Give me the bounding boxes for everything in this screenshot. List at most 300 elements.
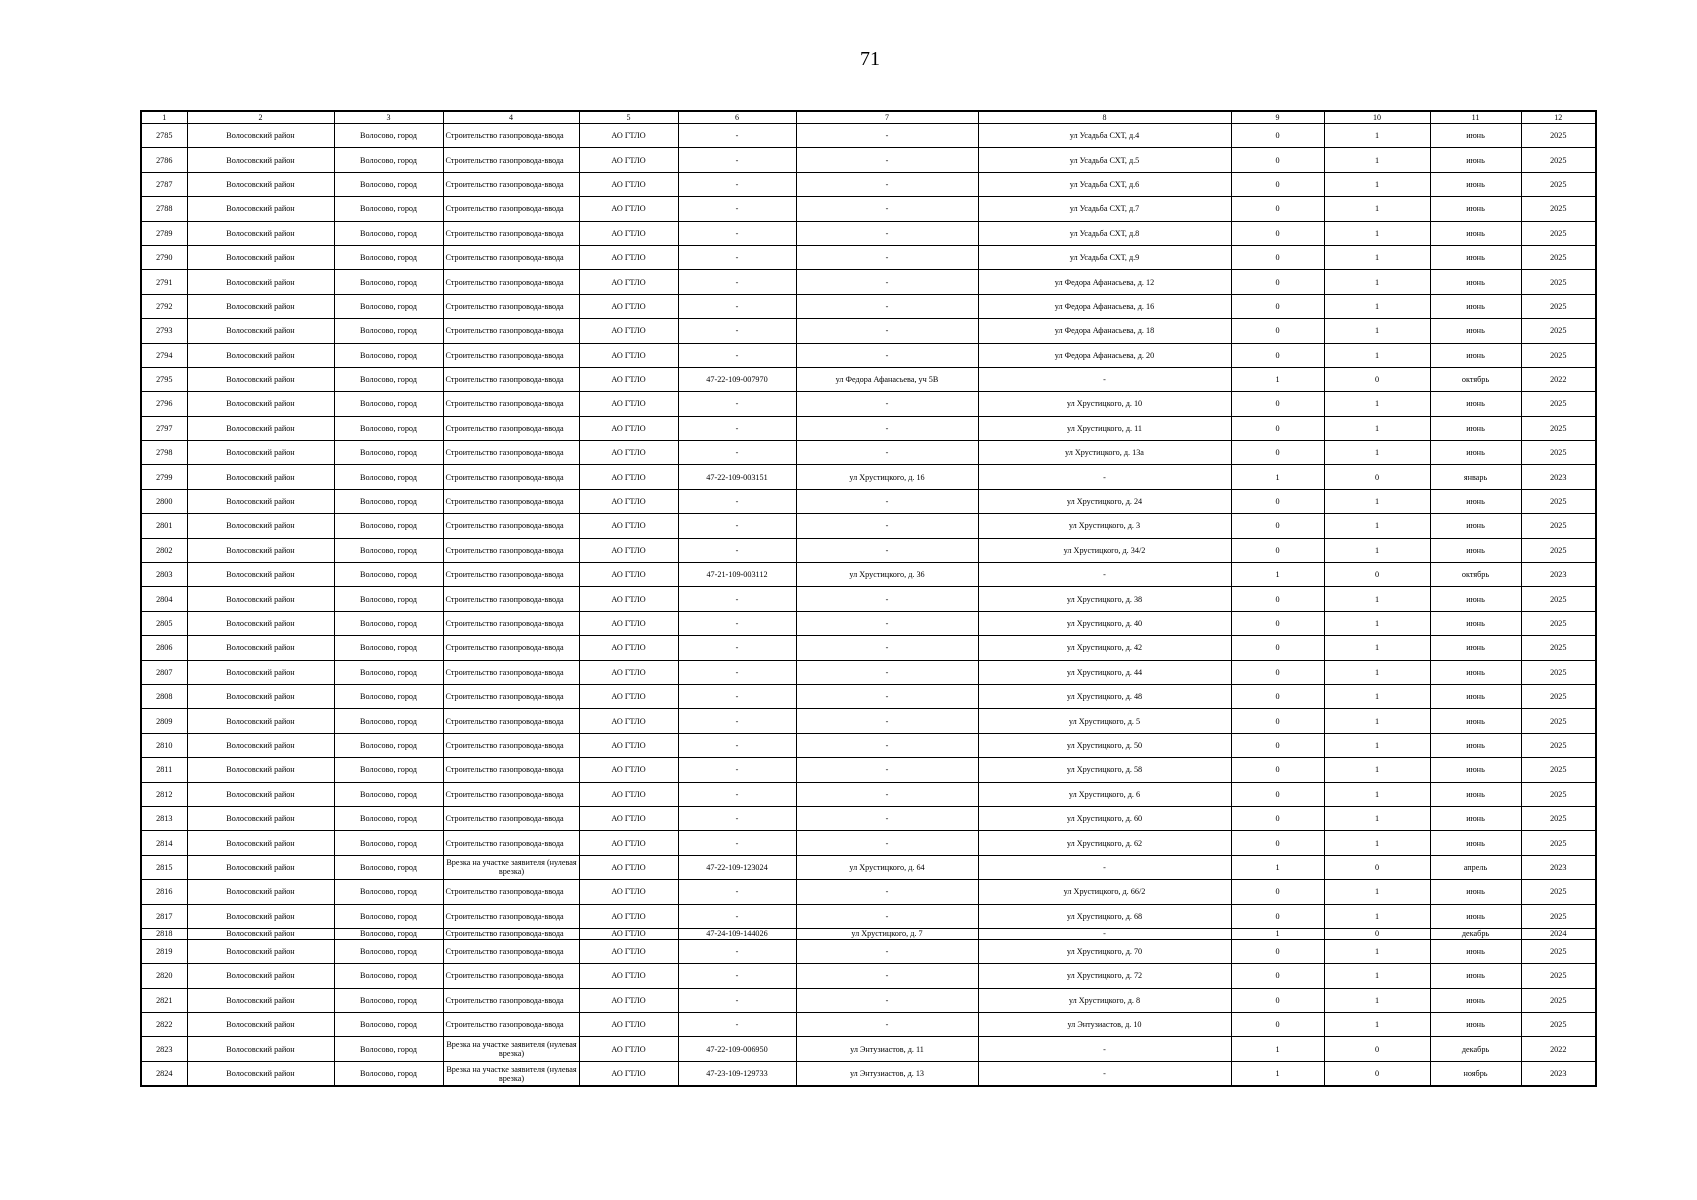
month-cell: июнь xyxy=(1430,880,1521,904)
district-cell: Волосовский район xyxy=(187,806,334,830)
count-col9-cell: 0 xyxy=(1231,684,1324,708)
settlement-cell: Волосово, город xyxy=(334,939,443,963)
month-cell: июнь xyxy=(1430,197,1521,221)
month-cell: июнь xyxy=(1430,514,1521,538)
row-number-cell: 2824 xyxy=(141,1061,187,1086)
district-cell: Волосовский район xyxy=(187,709,334,733)
row-number-cell: 2807 xyxy=(141,660,187,684)
applicant-address-cell: - xyxy=(796,319,978,343)
application-number-cell: - xyxy=(678,270,796,294)
applicant-address-cell: - xyxy=(796,611,978,635)
object-address-cell: - xyxy=(978,855,1231,879)
table-row xyxy=(141,489,1596,513)
settlement-cell: Волосово, город xyxy=(334,611,443,635)
table-row xyxy=(141,563,1596,587)
count-col9-cell: 0 xyxy=(1231,611,1324,635)
row-number-cell: 2822 xyxy=(141,1013,187,1037)
table-row xyxy=(141,831,1596,855)
count-col9-cell: 0 xyxy=(1231,733,1324,757)
organization-cell: АО ГТЛО xyxy=(579,270,678,294)
count-col10-cell: 1 xyxy=(1324,988,1430,1012)
year-cell: 2025 xyxy=(1521,964,1596,988)
count-col9-cell: 1 xyxy=(1231,855,1324,879)
month-cell: июнь xyxy=(1430,709,1521,733)
district-cell: Волосовский район xyxy=(187,855,334,879)
table-row xyxy=(141,733,1596,757)
object-address-cell: ул Хрустицкого, д. 58 xyxy=(978,758,1231,782)
year-cell: 2025 xyxy=(1521,660,1596,684)
count-col9-cell: 0 xyxy=(1231,904,1324,928)
organization-cell: АО ГТЛО xyxy=(579,172,678,196)
application-number-cell: 47-24-109-144026 xyxy=(678,928,796,939)
year-cell: 2025 xyxy=(1521,416,1596,440)
row-number-cell: 2820 xyxy=(141,964,187,988)
count-col10-cell: 1 xyxy=(1324,880,1430,904)
month-cell: июнь xyxy=(1430,319,1521,343)
month-cell: июнь xyxy=(1430,611,1521,635)
month-cell: июнь xyxy=(1430,636,1521,660)
page-number: 71 xyxy=(860,48,880,70)
application-number-cell: - xyxy=(678,709,796,733)
applicant-address-cell: - xyxy=(796,172,978,196)
applicant-address-cell: - xyxy=(796,660,978,684)
count-col10-cell: 1 xyxy=(1324,782,1430,806)
row-number-cell: 2800 xyxy=(141,489,187,513)
year-cell: 2022 xyxy=(1521,367,1596,391)
settlement-cell: Волосово, город xyxy=(334,684,443,708)
work-type-cell: Строительство газопровода-ввода xyxy=(443,782,579,806)
table-row xyxy=(141,758,1596,782)
table-row xyxy=(141,964,1596,988)
month-cell: апрель xyxy=(1430,855,1521,879)
table-body xyxy=(141,111,1596,1086)
count-col9-cell: 0 xyxy=(1231,245,1324,269)
table-row xyxy=(141,806,1596,830)
table-row xyxy=(141,124,1596,148)
district-cell: Волосовский район xyxy=(187,367,334,391)
applicant-address-cell: - xyxy=(796,587,978,611)
applicant-address-cell: - xyxy=(796,709,978,733)
month-cell: июнь xyxy=(1430,245,1521,269)
count-col9-cell: 0 xyxy=(1231,806,1324,830)
object-address-cell: ул Усадьба СХТ, д.4 xyxy=(978,124,1231,148)
table-row xyxy=(141,514,1596,538)
settlement-cell: Волосово, город xyxy=(334,806,443,830)
application-number-cell: - xyxy=(678,636,796,660)
district-cell: Волосовский район xyxy=(187,1037,334,1061)
month-cell: июнь xyxy=(1430,733,1521,757)
month-cell: июнь xyxy=(1430,964,1521,988)
count-col9-cell: 0 xyxy=(1231,221,1324,245)
year-cell: 2025 xyxy=(1521,831,1596,855)
applicant-address-cell: - xyxy=(796,416,978,440)
applicant-address-cell: ул Федора Афанасьева, уч 5В xyxy=(796,367,978,391)
settlement-cell: Волосово, город xyxy=(334,172,443,196)
count-col10-cell: 1 xyxy=(1324,319,1430,343)
year-cell: 2025 xyxy=(1521,636,1596,660)
count-col9-cell: 1 xyxy=(1231,928,1324,939)
organization-cell: АО ГТЛО xyxy=(579,928,678,939)
row-number-cell: 2789 xyxy=(141,221,187,245)
district-cell: Волосовский район xyxy=(187,1061,334,1086)
month-cell: октябрь xyxy=(1430,367,1521,391)
organization-cell: АО ГТЛО xyxy=(579,563,678,587)
count-col9-cell: 0 xyxy=(1231,660,1324,684)
month-cell: июнь xyxy=(1430,538,1521,562)
object-address-cell: ул Хрустицкого, д. 38 xyxy=(978,587,1231,611)
year-cell: 2022 xyxy=(1521,1037,1596,1061)
work-type-cell: Строительство газопровода-ввода xyxy=(443,709,579,733)
settlement-cell: Волосово, город xyxy=(334,904,443,928)
row-number-cell: 2794 xyxy=(141,343,187,367)
district-cell: Волосовский район xyxy=(187,392,334,416)
application-number-cell: 47-22-109-003151 xyxy=(678,465,796,489)
applicant-address-cell: - xyxy=(796,733,978,757)
work-type-cell: Строительство газопровода-ввода xyxy=(443,245,579,269)
count-col10-cell: 1 xyxy=(1324,611,1430,635)
work-type-cell: Строительство газопровода-ввода xyxy=(443,611,579,635)
applicant-address-cell: - xyxy=(796,197,978,221)
application-number-cell: - xyxy=(678,343,796,367)
year-cell: 2025 xyxy=(1521,904,1596,928)
year-cell: 2025 xyxy=(1521,197,1596,221)
settlement-cell: Волосово, город xyxy=(334,660,443,684)
column-header: 7 xyxy=(796,111,978,124)
row-number-cell: 2799 xyxy=(141,465,187,489)
applicant-address-cell: - xyxy=(796,758,978,782)
settlement-cell: Волосово, город xyxy=(334,855,443,879)
settlement-cell: Волосово, город xyxy=(334,988,443,1012)
year-cell: 2025 xyxy=(1521,684,1596,708)
work-type-cell: Строительство газопровода-ввода xyxy=(443,172,579,196)
count-col10-cell: 1 xyxy=(1324,148,1430,172)
application-number-cell: - xyxy=(678,831,796,855)
application-number-cell: - xyxy=(678,782,796,806)
application-number-cell: - xyxy=(678,684,796,708)
district-cell: Волосовский район xyxy=(187,148,334,172)
organization-cell: АО ГТЛО xyxy=(579,148,678,172)
row-number-cell: 2813 xyxy=(141,806,187,830)
work-type-cell: Строительство газопровода-ввода xyxy=(443,563,579,587)
settlement-cell: Волосово, город xyxy=(334,148,443,172)
count-col9-cell: 1 xyxy=(1231,465,1324,489)
settlement-cell: Волосово, город xyxy=(334,124,443,148)
table-row xyxy=(141,294,1596,318)
object-address-cell: ул Хрустицкого, д. 34/2 xyxy=(978,538,1231,562)
object-address-cell: ул Хрустицкого, д. 66/2 xyxy=(978,880,1231,904)
work-type-cell: Строительство газопровода-ввода xyxy=(443,319,579,343)
organization-cell: АО ГТЛО xyxy=(579,831,678,855)
application-number-cell: - xyxy=(678,758,796,782)
district-cell: Волосовский район xyxy=(187,964,334,988)
year-cell: 2025 xyxy=(1521,939,1596,963)
work-type-cell: Врезка на участке заявителя (нулевая врезка) xyxy=(443,1061,579,1086)
count-col9-cell: 0 xyxy=(1231,880,1324,904)
applicant-address-cell: - xyxy=(796,964,978,988)
application-number-cell: - xyxy=(678,538,796,562)
count-col10-cell: 1 xyxy=(1324,636,1430,660)
application-number-cell: 47-22-109-006950 xyxy=(678,1037,796,1061)
work-type-cell: Строительство газопровода-ввода xyxy=(443,880,579,904)
settlement-cell: Волосово, город xyxy=(334,636,443,660)
object-address-cell: - xyxy=(978,928,1231,939)
work-type-cell: Строительство газопровода-ввода xyxy=(443,758,579,782)
column-header: 3 xyxy=(334,111,443,124)
row-number-cell: 2787 xyxy=(141,172,187,196)
application-number-cell: - xyxy=(678,587,796,611)
application-number-cell: - xyxy=(678,416,796,440)
applicant-address-cell: - xyxy=(796,245,978,269)
table-row xyxy=(141,245,1596,269)
count-col9-cell: 0 xyxy=(1231,124,1324,148)
count-col10-cell: 1 xyxy=(1324,964,1430,988)
count-col9-cell: 0 xyxy=(1231,831,1324,855)
table-row xyxy=(141,538,1596,562)
table-row xyxy=(141,221,1596,245)
object-address-cell: ул Хрустицкого, д. 24 xyxy=(978,489,1231,513)
settlement-cell: Волосово, город xyxy=(334,319,443,343)
organization-cell: АО ГТЛО xyxy=(579,124,678,148)
object-address-cell: ул Хрустицкого, д. 62 xyxy=(978,831,1231,855)
year-cell: 2025 xyxy=(1521,806,1596,830)
count-col10-cell: 1 xyxy=(1324,489,1430,513)
organization-cell: АО ГТЛО xyxy=(579,1061,678,1086)
year-cell: 2025 xyxy=(1521,441,1596,465)
organization-cell: АО ГТЛО xyxy=(579,1037,678,1061)
month-cell: ноябрь xyxy=(1430,1061,1521,1086)
month-cell: июнь xyxy=(1430,489,1521,513)
table-row xyxy=(141,441,1596,465)
object-address-cell: ул Усадьба СХТ, д.8 xyxy=(978,221,1231,245)
district-cell: Волосовский район xyxy=(187,197,334,221)
count-col10-cell: 1 xyxy=(1324,124,1430,148)
applicant-address-cell: - xyxy=(796,904,978,928)
district-cell: Волосовский район xyxy=(187,939,334,963)
count-col9-cell: 0 xyxy=(1231,1013,1324,1037)
applicant-address-cell: - xyxy=(796,636,978,660)
work-type-cell: Строительство газопровода-ввода xyxy=(443,806,579,830)
count-col10-cell: 0 xyxy=(1324,367,1430,391)
applicant-address-cell: ул Хрустицкого, д. 64 xyxy=(796,855,978,879)
settlement-cell: Волосово, город xyxy=(334,489,443,513)
district-cell: Волосовский район xyxy=(187,782,334,806)
row-number-cell: 2785 xyxy=(141,124,187,148)
count-col10-cell: 1 xyxy=(1324,172,1430,196)
district-cell: Волосовский район xyxy=(187,221,334,245)
object-address-cell: ул Хрустицкого, д. 11 xyxy=(978,416,1231,440)
application-number-cell: 47-22-109-123024 xyxy=(678,855,796,879)
year-cell: 2025 xyxy=(1521,294,1596,318)
organization-cell: АО ГТЛО xyxy=(579,611,678,635)
object-address-cell: ул Усадьба СХТ, д.9 xyxy=(978,245,1231,269)
table-row xyxy=(141,611,1596,635)
year-cell: 2023 xyxy=(1521,563,1596,587)
organization-cell: АО ГТЛО xyxy=(579,343,678,367)
count-col9-cell: 1 xyxy=(1231,367,1324,391)
year-cell: 2025 xyxy=(1521,172,1596,196)
count-col9-cell: 0 xyxy=(1231,514,1324,538)
column-header: 5 xyxy=(579,111,678,124)
row-number-cell: 2821 xyxy=(141,988,187,1012)
table-row xyxy=(141,684,1596,708)
applicant-address-cell: - xyxy=(796,988,978,1012)
district-cell: Волосовский район xyxy=(187,416,334,440)
row-number-cell: 2797 xyxy=(141,416,187,440)
work-type-cell: Строительство газопровода-ввода xyxy=(443,831,579,855)
row-number-cell: 2805 xyxy=(141,611,187,635)
month-cell: июнь xyxy=(1430,831,1521,855)
district-cell: Волосовский район xyxy=(187,880,334,904)
district-cell: Волосовский район xyxy=(187,904,334,928)
object-address-cell: ул Хрустицкого, д. 5 xyxy=(978,709,1231,733)
work-type-cell: Строительство газопровода-ввода xyxy=(443,733,579,757)
row-number-cell: 2801 xyxy=(141,514,187,538)
applicant-address-cell: - xyxy=(796,831,978,855)
row-number-cell: 2810 xyxy=(141,733,187,757)
row-number-cell: 2802 xyxy=(141,538,187,562)
settlement-cell: Волосово, город xyxy=(334,245,443,269)
district-cell: Волосовский район xyxy=(187,684,334,708)
settlement-cell: Волосово, город xyxy=(334,441,443,465)
row-number-cell: 2816 xyxy=(141,880,187,904)
row-number-cell: 2814 xyxy=(141,831,187,855)
table-row xyxy=(141,855,1596,879)
district-cell: Волосовский район xyxy=(187,636,334,660)
month-cell: июнь xyxy=(1430,988,1521,1012)
work-type-cell: Строительство газопровода-ввода xyxy=(443,964,579,988)
count-col10-cell: 1 xyxy=(1324,294,1430,318)
year-cell: 2025 xyxy=(1521,489,1596,513)
work-type-cell: Строительство газопровода-ввода xyxy=(443,221,579,245)
object-address-cell: ул Хрустицкого, д. 44 xyxy=(978,660,1231,684)
district-cell: Волосовский район xyxy=(187,538,334,562)
organization-cell: АО ГТЛО xyxy=(579,221,678,245)
count-col10-cell: 1 xyxy=(1324,197,1430,221)
object-address-cell: ул Хрустицкого, д. 68 xyxy=(978,904,1231,928)
row-number-cell: 2792 xyxy=(141,294,187,318)
count-col10-cell: 1 xyxy=(1324,1013,1430,1037)
applicant-address-cell: ул Хрустицкого, д. 36 xyxy=(796,563,978,587)
year-cell: 2025 xyxy=(1521,514,1596,538)
organization-cell: АО ГТЛО xyxy=(579,538,678,562)
row-number-cell: 2818 xyxy=(141,928,187,939)
settlement-cell: Волосово, город xyxy=(334,733,443,757)
organization-cell: АО ГТЛО xyxy=(579,294,678,318)
year-cell: 2025 xyxy=(1521,392,1596,416)
count-col10-cell: 1 xyxy=(1324,758,1430,782)
count-col10-cell: 1 xyxy=(1324,514,1430,538)
settlement-cell: Волосово, город xyxy=(334,416,443,440)
object-address-cell: ул Хрустицкого, д. 3 xyxy=(978,514,1231,538)
row-number-cell: 2819 xyxy=(141,939,187,963)
organization-cell: АО ГТЛО xyxy=(579,392,678,416)
applicant-address-cell: ул Хрустицкого, д. 7 xyxy=(796,928,978,939)
organization-cell: АО ГТЛО xyxy=(579,319,678,343)
organization-cell: АО ГТЛО xyxy=(579,416,678,440)
settlement-cell: Волосово, город xyxy=(334,514,443,538)
count-col10-cell: 0 xyxy=(1324,1037,1430,1061)
application-number-cell: - xyxy=(678,148,796,172)
applicant-address-cell: ул Энтузиастов, д. 11 xyxy=(796,1037,978,1061)
organization-cell: АО ГТЛО xyxy=(579,684,678,708)
row-number-cell: 2788 xyxy=(141,197,187,221)
organization-cell: АО ГТЛО xyxy=(579,489,678,513)
year-cell: 2025 xyxy=(1521,709,1596,733)
settlement-cell: Волосово, город xyxy=(334,294,443,318)
month-cell: июнь xyxy=(1430,392,1521,416)
applicant-address-cell: ул Хрустицкого, д. 16 xyxy=(796,465,978,489)
application-number-cell: - xyxy=(678,392,796,416)
object-address-cell: ул Хрустицкого, д. 6 xyxy=(978,782,1231,806)
row-number-cell: 2790 xyxy=(141,245,187,269)
organization-cell: АО ГТЛО xyxy=(579,880,678,904)
count-col9-cell: 1 xyxy=(1231,563,1324,587)
object-address-cell: - xyxy=(978,367,1231,391)
district-cell: Волосовский район xyxy=(187,270,334,294)
settlement-cell: Волосово, город xyxy=(334,880,443,904)
organization-cell: АО ГТЛО xyxy=(579,988,678,1012)
work-type-cell: Строительство газопровода-ввода xyxy=(443,489,579,513)
count-col10-cell: 1 xyxy=(1324,441,1430,465)
count-col9-cell: 0 xyxy=(1231,294,1324,318)
count-col10-cell: 1 xyxy=(1324,392,1430,416)
organization-cell: АО ГТЛО xyxy=(579,660,678,684)
year-cell: 2025 xyxy=(1521,270,1596,294)
row-number-cell: 2808 xyxy=(141,684,187,708)
count-col9-cell: 0 xyxy=(1231,636,1324,660)
application-number-cell: - xyxy=(678,172,796,196)
month-cell: июнь xyxy=(1430,660,1521,684)
year-cell: 2023 xyxy=(1521,465,1596,489)
application-number-cell: - xyxy=(678,611,796,635)
object-address-cell: - xyxy=(978,1037,1231,1061)
application-number-cell: - xyxy=(678,221,796,245)
table-row xyxy=(141,1061,1596,1086)
column-header: 10 xyxy=(1324,111,1430,124)
table-row xyxy=(141,928,1596,939)
count-col9-cell: 0 xyxy=(1231,343,1324,367)
settlement-cell: Волосово, город xyxy=(334,831,443,855)
application-number-cell: - xyxy=(678,124,796,148)
year-cell: 2025 xyxy=(1521,611,1596,635)
year-cell: 2025 xyxy=(1521,343,1596,367)
application-number-cell: - xyxy=(678,489,796,513)
table-row xyxy=(141,343,1596,367)
column-header: 11 xyxy=(1430,111,1521,124)
count-col10-cell: 1 xyxy=(1324,709,1430,733)
object-address-cell: ул Хрустицкого, д. 70 xyxy=(978,939,1231,963)
row-number-cell: 2804 xyxy=(141,587,187,611)
year-cell: 2025 xyxy=(1521,782,1596,806)
row-number-cell: 2811 xyxy=(141,758,187,782)
application-number-cell: - xyxy=(678,939,796,963)
row-number-cell: 2786 xyxy=(141,148,187,172)
application-number-cell: - xyxy=(678,806,796,830)
row-number-cell: 2817 xyxy=(141,904,187,928)
year-cell: 2023 xyxy=(1521,1061,1596,1086)
work-type-cell: Строительство газопровода-ввода xyxy=(443,148,579,172)
year-cell: 2025 xyxy=(1521,148,1596,172)
count-col10-cell: 1 xyxy=(1324,831,1430,855)
organization-cell: АО ГТЛО xyxy=(579,709,678,733)
settlement-cell: Волосово, город xyxy=(334,964,443,988)
object-address-cell: ул Хрустицкого, д. 13а xyxy=(978,441,1231,465)
object-address-cell: ул Федора Афанасьева, д. 16 xyxy=(978,294,1231,318)
month-cell: июнь xyxy=(1430,148,1521,172)
district-cell: Волосовский район xyxy=(187,988,334,1012)
count-col10-cell: 0 xyxy=(1324,1061,1430,1086)
table-row xyxy=(141,1037,1596,1061)
